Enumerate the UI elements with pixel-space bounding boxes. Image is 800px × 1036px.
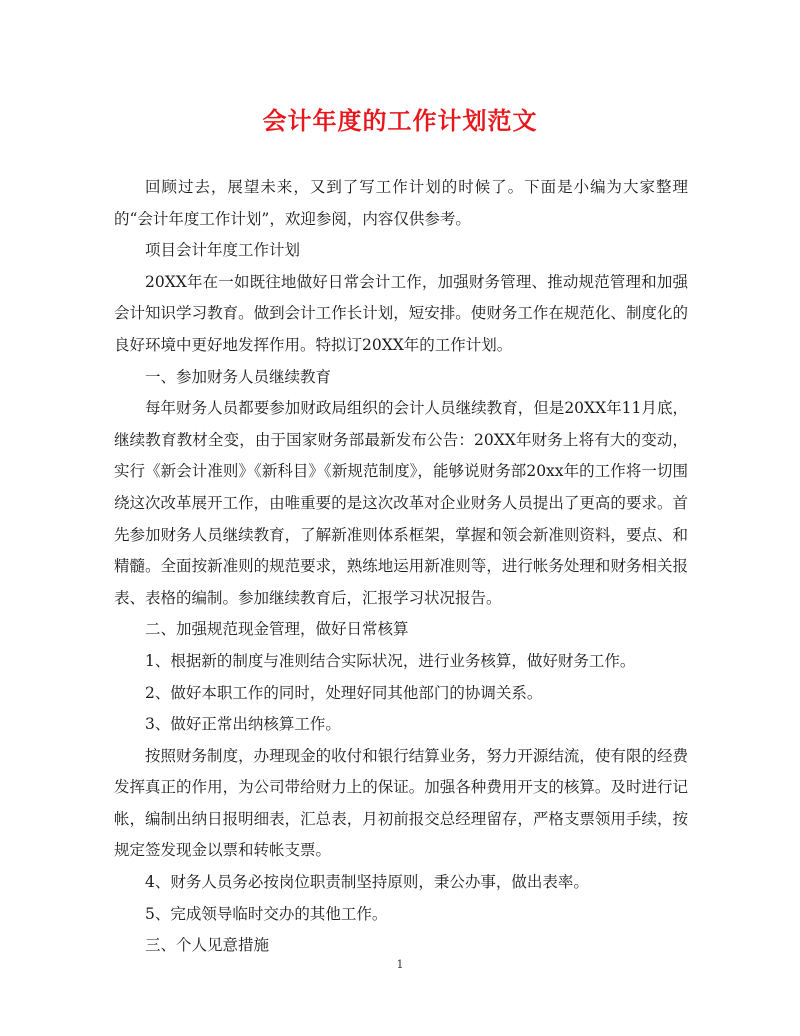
section-heading-3: 三、个人见意措施	[145, 936, 270, 955]
list-item-4: 4、财务人员务必按岗位职责制坚持原则，秉公办事，做出表率。	[145, 873, 589, 892]
page-number: 1	[396, 958, 404, 971]
section-heading-1: 一、参加财务人员继续教育	[145, 367, 332, 386]
cash-management-paragraph: 按照财务制度，办理现金的收付和银行结算业务，努力开源结流，使有限的经费发挥真正的作用，为公司带给财力上的保证。加强各种费用开支的核算。及时进行记帐，编制出纳日报明细表，汇总表，月初前报交总经理留存，严格支票领用手续，按规定签发现金以票和转帐支票。	[114, 746, 688, 860]
list-item-3: 3、做好正常出纳核算工作。	[145, 715, 341, 734]
intro-paragraph: 回顾过去，展望未来，又到了写工作计划的时候了。下面是小编为大家整理的“会计年度工作计划”，欢迎参阅，内容仅供参考。	[114, 178, 688, 228]
plan-heading: 项目会计年度工作计划	[145, 241, 301, 260]
document-body	[114, 172, 688, 962]
section-heading-2: 二、加强规范现金管理，做好日常核算	[145, 620, 409, 639]
list-item-5: 5、完成领导临时交办的其他工作。	[145, 904, 388, 923]
document-title: 会计年度的工作计划范文	[262, 106, 538, 135]
education-paragraph: 每年财务人员都要参加财政局组织的会计人员继续教育，但是20XX年11月底，继续教育教材全变，由于国家财务部最新发布公告：20XX年财务上将有大的变动，实行《新会计准则》《新科目》《新规范制度》，能够说财务部20xx年的工作将一切围绕这次改革展开工作，由唯重要的是这次改革对企业财务人员提出了更高的要求。首先参加财务人员继续教育，了解新准则体系框架，掌握和领会新准则资料，要点、和精髓。全面按新准则的规范要求，熟练地运用新准则等，进行帐务处理和财务相关报表、表格的编制。参加继续教育后，汇报学习状况报告。	[114, 399, 688, 607]
list-item-2: 2、做好本职工作的同时，处理好同其他部门的协调关系。	[145, 683, 543, 702]
list-item-1: 1、根据新的制度与准则结合实际状况，进行业务核算，做好财务工作。	[145, 651, 636, 670]
overview-paragraph: 20XX年在一如既往地做好日常会计工作，加强财务管理、推动规范管理和加强会计知识学习教育。做到会计工作长计划，短安排。使财务工作在规范化、制度化的良好环境中更好地发挥作用。特拟订20XX年的工作计划。	[114, 272, 688, 354]
